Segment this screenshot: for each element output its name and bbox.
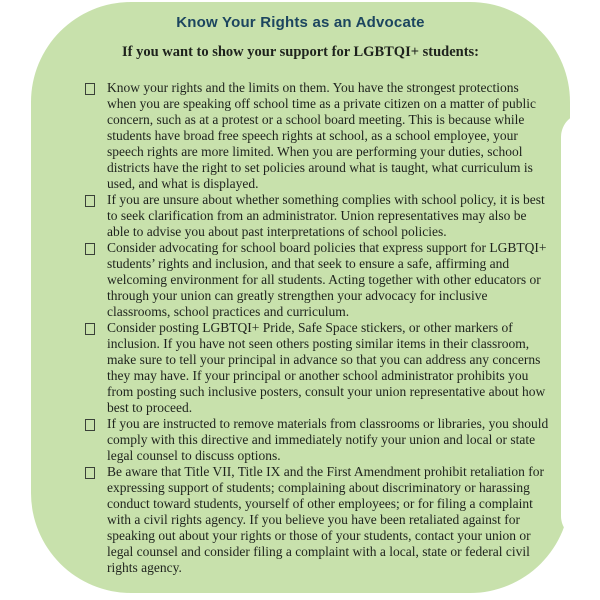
list-item-text: Consider posting LGBTQI+ Pride, Safe Space stickers, or other markers of inclusion. If you have not seen others posting similar items in their classroom, make sure to tell your principal in advance so that you can address any concerns they may have. If your principal or another school administrator prohibits you from posting such inclusive posters, consult your union representative about how best to proceed.	[107, 320, 546, 415]
list-item	[85, 80, 551, 192]
checkbox-bullet-icon	[85, 323, 95, 335]
page-title: Know Your Rights as an Advocate	[176, 14, 425, 31]
rights-list	[31, 80, 570, 576]
checkbox-bullet-icon	[85, 195, 95, 207]
checkbox-bullet-icon	[85, 467, 95, 479]
checkbox-bullet-icon	[85, 243, 95, 255]
list-item-text: If you are instructed to remove materials from classrooms or libraries, you should comply with this directive and immediately notify your union and local or state legal counsel to discuss options.	[107, 416, 549, 463]
list-item	[85, 320, 551, 416]
checkbox-bullet-icon	[85, 419, 95, 431]
checkbox-bullet-icon	[85, 83, 95, 95]
list-item	[85, 240, 551, 320]
list-item	[85, 416, 551, 464]
list-item-text: Be aware that Title VII, Title IX and the First Amendment prohibit retaliation for expressing support of students; complaining about discriminatory or harassing conduct toward students, yourself of other employees; or for filing a complaint with a civil rights agency. If you believe you have been retaliated against for speaking out about your rights or those of your students, contact your union or legal counsel and consider filing a complaint with a local, state or federal civil rights agency.	[107, 464, 544, 575]
list-item-text: Consider advocating for school board policies that express support for LGBTQI+ students’ rights and inclusion, and that seek to ensure a safe, affirming and welcoming environment for all students. Acting together with other educators or through your union can greatly strengthen your advocacy for inclusive classrooms, school practices and curriculum.	[107, 240, 547, 319]
advocate-rights-card	[31, 2, 570, 593]
list-item	[85, 192, 551, 240]
page-subtitle: If you want to show your support for LGBTQI+ students:	[122, 44, 479, 60]
right-edge-cutout	[561, 113, 600, 540]
list-item-text: Know your rights and the limits on them. You have the strongest protections when you are speaking off school time as a private citizen on a matter of public concern, such as at a protest or a school board meeting. This is because while students have broad free speech rights at school, as a school employee, your speech rights are more limited. When you are performing your duties, school districts have the right to set policies around what is taught, what curriculum is used, and what is displayed.	[107, 80, 536, 191]
list-item-text: If you are unsure about whether something complies with school policy, it is best to seek clarification from an administrator. Union representatives may also be able to advise you about past interpretations of school policies.	[107, 192, 545, 239]
list-item	[85, 464, 551, 576]
